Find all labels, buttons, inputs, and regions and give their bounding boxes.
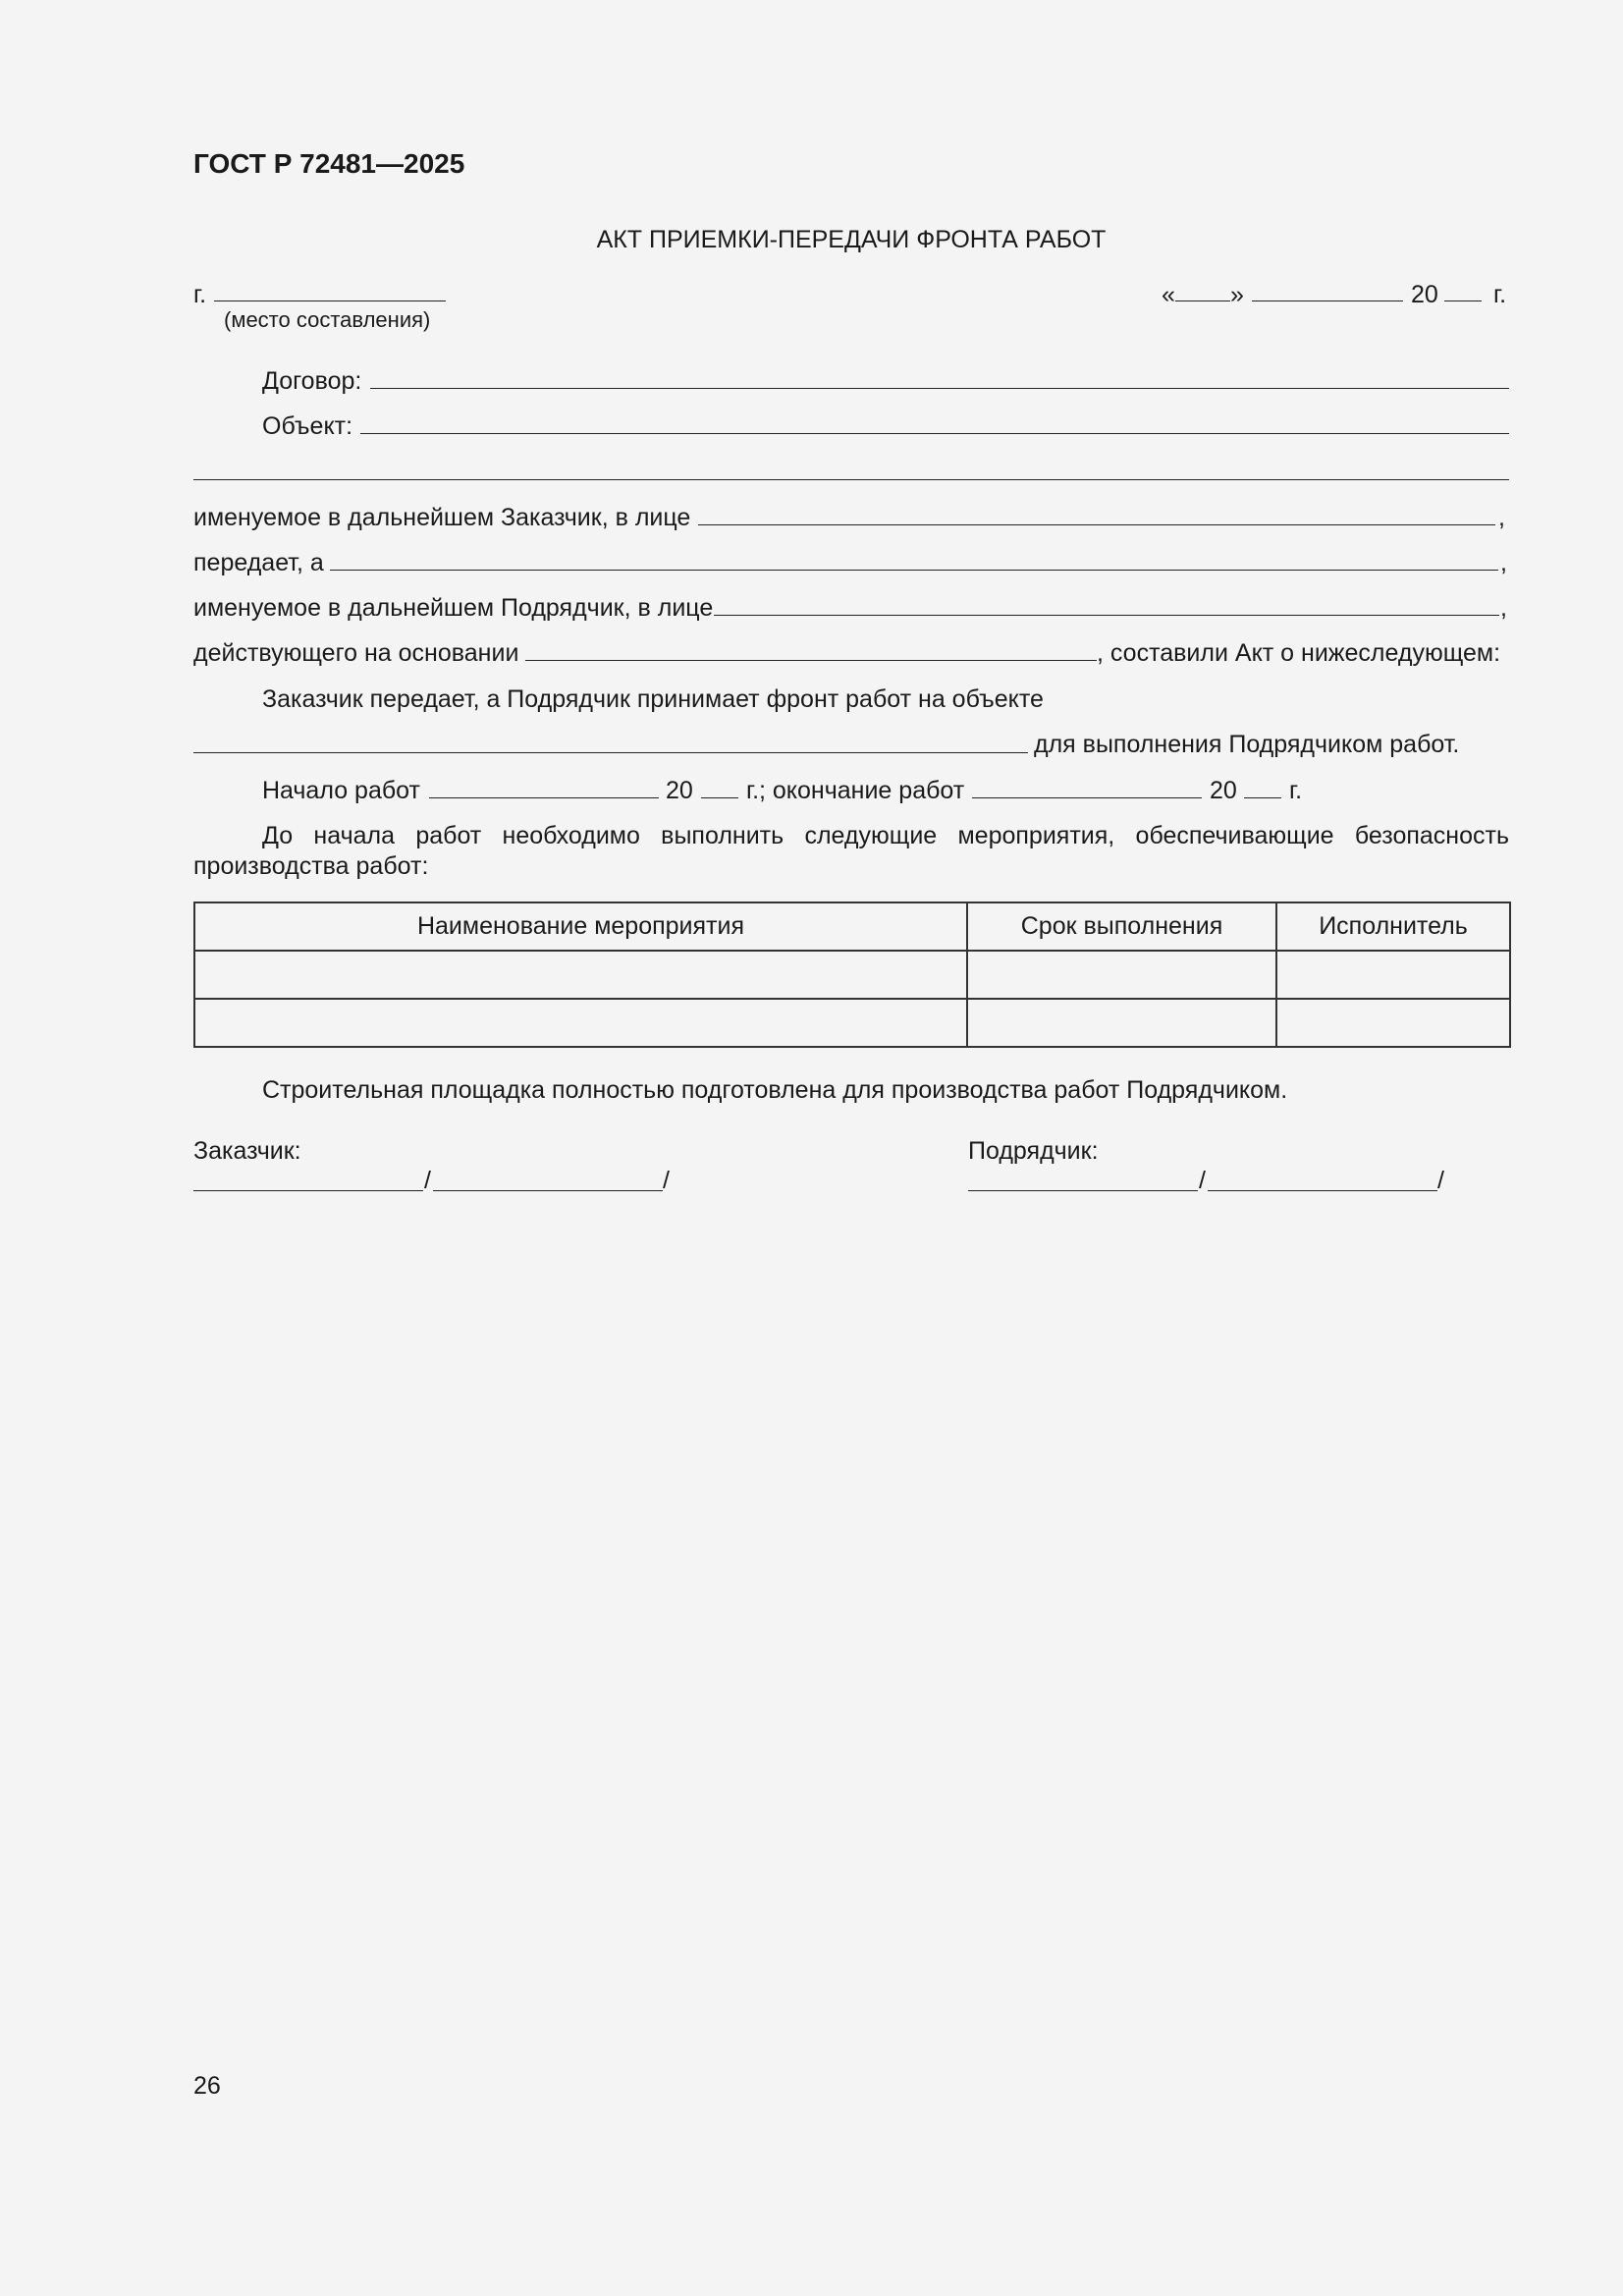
table-header-row [194, 902, 1510, 951]
table-row [194, 951, 1510, 999]
start-label: Начало работ [262, 777, 420, 804]
end-date-field[interactable] [972, 797, 1202, 798]
end-year-prefix: 20 [1210, 777, 1237, 804]
customer-line-comma: , [1498, 504, 1505, 531]
table-cell[interactable] [194, 999, 967, 1047]
table-cell[interactable] [1276, 999, 1510, 1047]
end-year-suffix: г. [1289, 777, 1303, 804]
start-year-prefix: 20 [666, 777, 693, 804]
object-field[interactable] [360, 433, 1509, 434]
customer-signature-field[interactable] [193, 1190, 423, 1191]
object-details-field[interactable] [193, 752, 1028, 753]
measures-table [193, 902, 1511, 1048]
contractor-name-field[interactable] [1208, 1190, 1437, 1191]
document-standard-number: ГОСТ Р 72481—2025 [193, 148, 465, 179]
table-header-cell: Исполнитель [1276, 902, 1510, 951]
contractor-line-label: именуемое в дальнейшем Подрядчик, в лице [193, 594, 714, 622]
purpose-text: для выполнения Подрядчиком работ. [1034, 731, 1460, 758]
table-row [194, 999, 1510, 1047]
date-close-quote: » [1230, 281, 1244, 308]
acting-tail: , составили Акт о нижеследующем: [1097, 639, 1501, 667]
contractor-signature-label: Подрядчик: [968, 1137, 1099, 1165]
table-header-cell: Наименование мероприятия [194, 902, 967, 951]
measures-paragraph: До начала работ необходимо выполнить следующие мероприятия, обеспечивающие безопасность производства работ: [193, 822, 1509, 880]
table-cell[interactable] [1276, 951, 1510, 999]
customer-signature-label: Заказчик: [193, 1137, 301, 1165]
acting-label: действующего на основании [193, 639, 519, 667]
table-cell[interactable] [194, 951, 967, 999]
contractor-signature-separator: / [1199, 1167, 1206, 1194]
document-title: АКТ ПРИЕМКИ-ПЕРЕДАЧИ ФРОНТА РАБОТ [596, 226, 1107, 253]
contractor-representative-field[interactable] [714, 615, 1499, 616]
contractor-signature-field[interactable] [968, 1190, 1198, 1191]
table-header-cell: Срок выполнения [967, 902, 1276, 951]
date-year-suffix: г. [1493, 281, 1507, 308]
transfers-label: передает, а [193, 549, 324, 576]
customer-representative-field[interactable] [698, 524, 1495, 525]
table-cell[interactable] [967, 999, 1276, 1047]
object-label: Объект: [262, 412, 353, 440]
date-open-quote: « [1162, 281, 1175, 308]
customer-signature-end: / [663, 1167, 670, 1194]
transfer-paragraph: Заказчик передает, а Подрядчик принимает фронт работ на объекте [262, 685, 1044, 713]
table-cell[interactable] [967, 951, 1276, 999]
contract-label: Договор: [262, 367, 362, 395]
conclusion-text: Строительная площадка полностью подготовлена для производства работ Подрядчиком. [262, 1076, 1288, 1104]
basis-field[interactable] [525, 660, 1097, 661]
start-year-field[interactable] [701, 797, 738, 798]
place-prefix: г. [193, 281, 207, 308]
contractor-name-field[interactable] [330, 570, 1498, 571]
customer-signature-separator: / [424, 1167, 431, 1194]
customer-name-field[interactable] [433, 1190, 663, 1191]
customer-line-label: именуемое в дальнейшем Заказчик, в лице [193, 504, 691, 531]
end-label: г.; окончание работ [746, 777, 965, 804]
party-name-field[interactable] [193, 479, 1509, 480]
end-year-field[interactable] [1244, 797, 1281, 798]
transfers-line-comma: , [1500, 549, 1507, 576]
contractor-line-comma: , [1500, 594, 1507, 622]
date-year-prefix: 20 [1411, 281, 1438, 308]
start-date-field[interactable] [429, 797, 659, 798]
contractor-signature-end: / [1437, 1167, 1444, 1194]
contract-field[interactable] [370, 388, 1509, 389]
place-caption: (место составления) [224, 307, 431, 332]
page-number: 26 [193, 2072, 221, 2100]
